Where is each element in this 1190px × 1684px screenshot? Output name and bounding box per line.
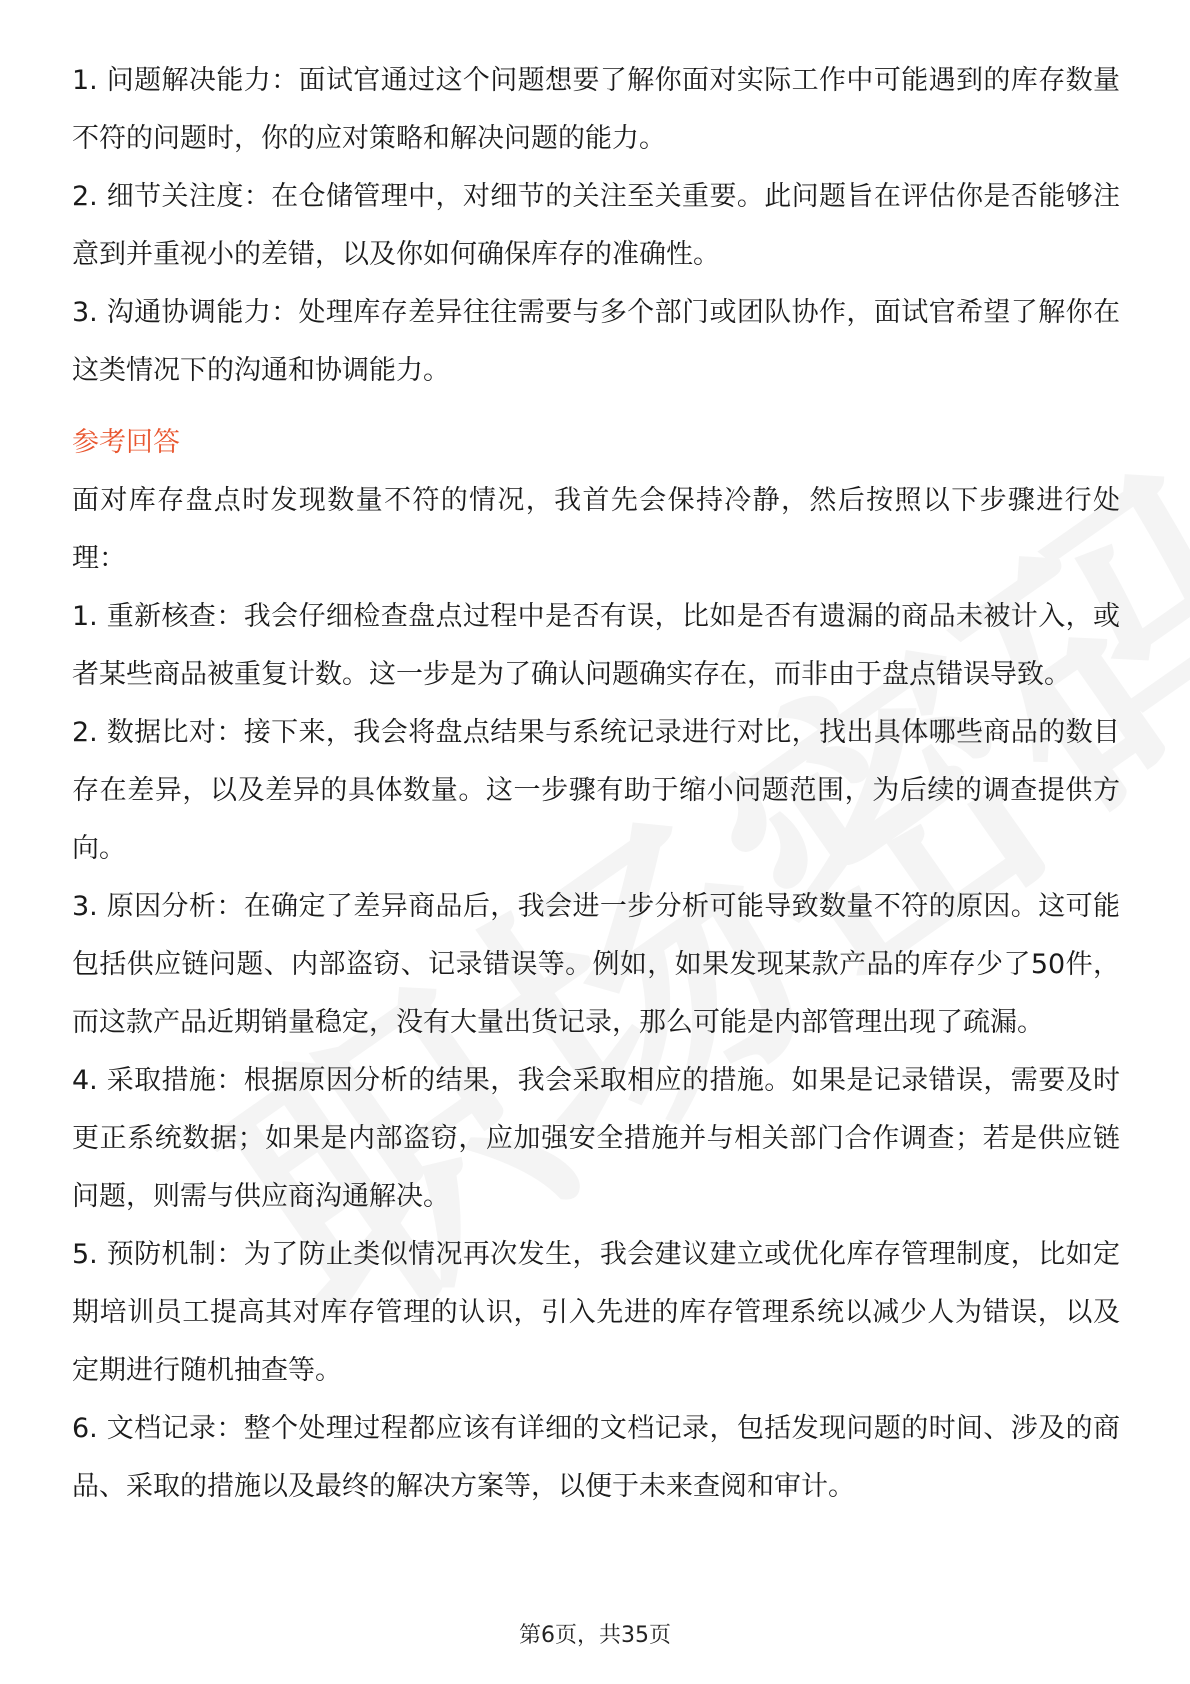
answer-step-5: 5. 预防机制：为了防止类似情况再次发生，我会建议建立或优化库存管理制度，比如定期培训员工提高其对库存管理的认识，引入先进的库存管理系统以减少人为错误，以及定期进行随机抽查等。 [72, 1239, 1120, 1386]
intro-point-3: 3. 沟通协调能力：处理库存差异往往需要与多个部门或团队协作，面试官希望了解你在这类情况下的沟通和协调能力。 [72, 297, 1120, 386]
answer-step-4: 4. 采取措施：根据原因分析的结果，我会采取相应的措施。如果是记录错误，需要及时更正系统数据；如果是内部盗窃，应加强安全措施并与相关部门合作调查；若是供应链问题，则需与供应商沟通解决。 [72, 1065, 1120, 1212]
intro-point-2: 2. 细节关注度：在仓储管理中，对细节的关注至关重要。此问题旨在评估你是否能够注意到并重视小的差错，以及你如何确保库存的准确性。 [72, 181, 1120, 270]
intro-point-1: 1. 问题解决能力：面试官通过这个问题想要了解你面对实际工作中可能遇到的库存数量不符的问题时，你的应对策略和解决问题的能力。 [72, 65, 1120, 154]
answer-step-2: 2. 数据比对：接下来，我会将盘点结果与系统记录进行对比，找出具体哪些商品的数目存在差异，以及差异的具体数量。这一步骤有助于缩小问题范围，为后续的调查提供方向。 [72, 717, 1120, 864]
answer-step-1: 1. 重新核查：我会仔细检查盘点过程中是否有误，比如是否有遗漏的商品未被计入，或者某些商品被重复计数。这一步是为了确认问题确实存在，而非由于盘点错误导致。 [72, 601, 1120, 690]
answer-step-6: 6. 文档记录：整个处理过程都应该有详细的文档记录，包括发现问题的时间、涉及的商品、采取的措施以及最终的解决方案等，以便于未来查阅和审计。 [72, 1413, 1120, 1502]
page-number: 第6页，共35页 [519, 1623, 671, 1648]
answer-intro: 面对库存盘点时发现数量不符的情况，我首先会保持冷静，然后按照以下步骤进行处理： [72, 485, 1120, 574]
answer-heading: 参考回答 [72, 427, 180, 458]
page-content [72, 52, 1120, 1516]
answer-step-3: 3. 原因分析：在确定了差异商品后，我会进一步分析可能导致数量不符的原因。这可能包括供应链问题、内部盗窃、记录错误等。例如，如果发现某款产品的库存少了50件，而这款产品近期销量稳定，没有大量出货记录，那么可能是内部管理出现了疏漏。 [72, 891, 1120, 1038]
